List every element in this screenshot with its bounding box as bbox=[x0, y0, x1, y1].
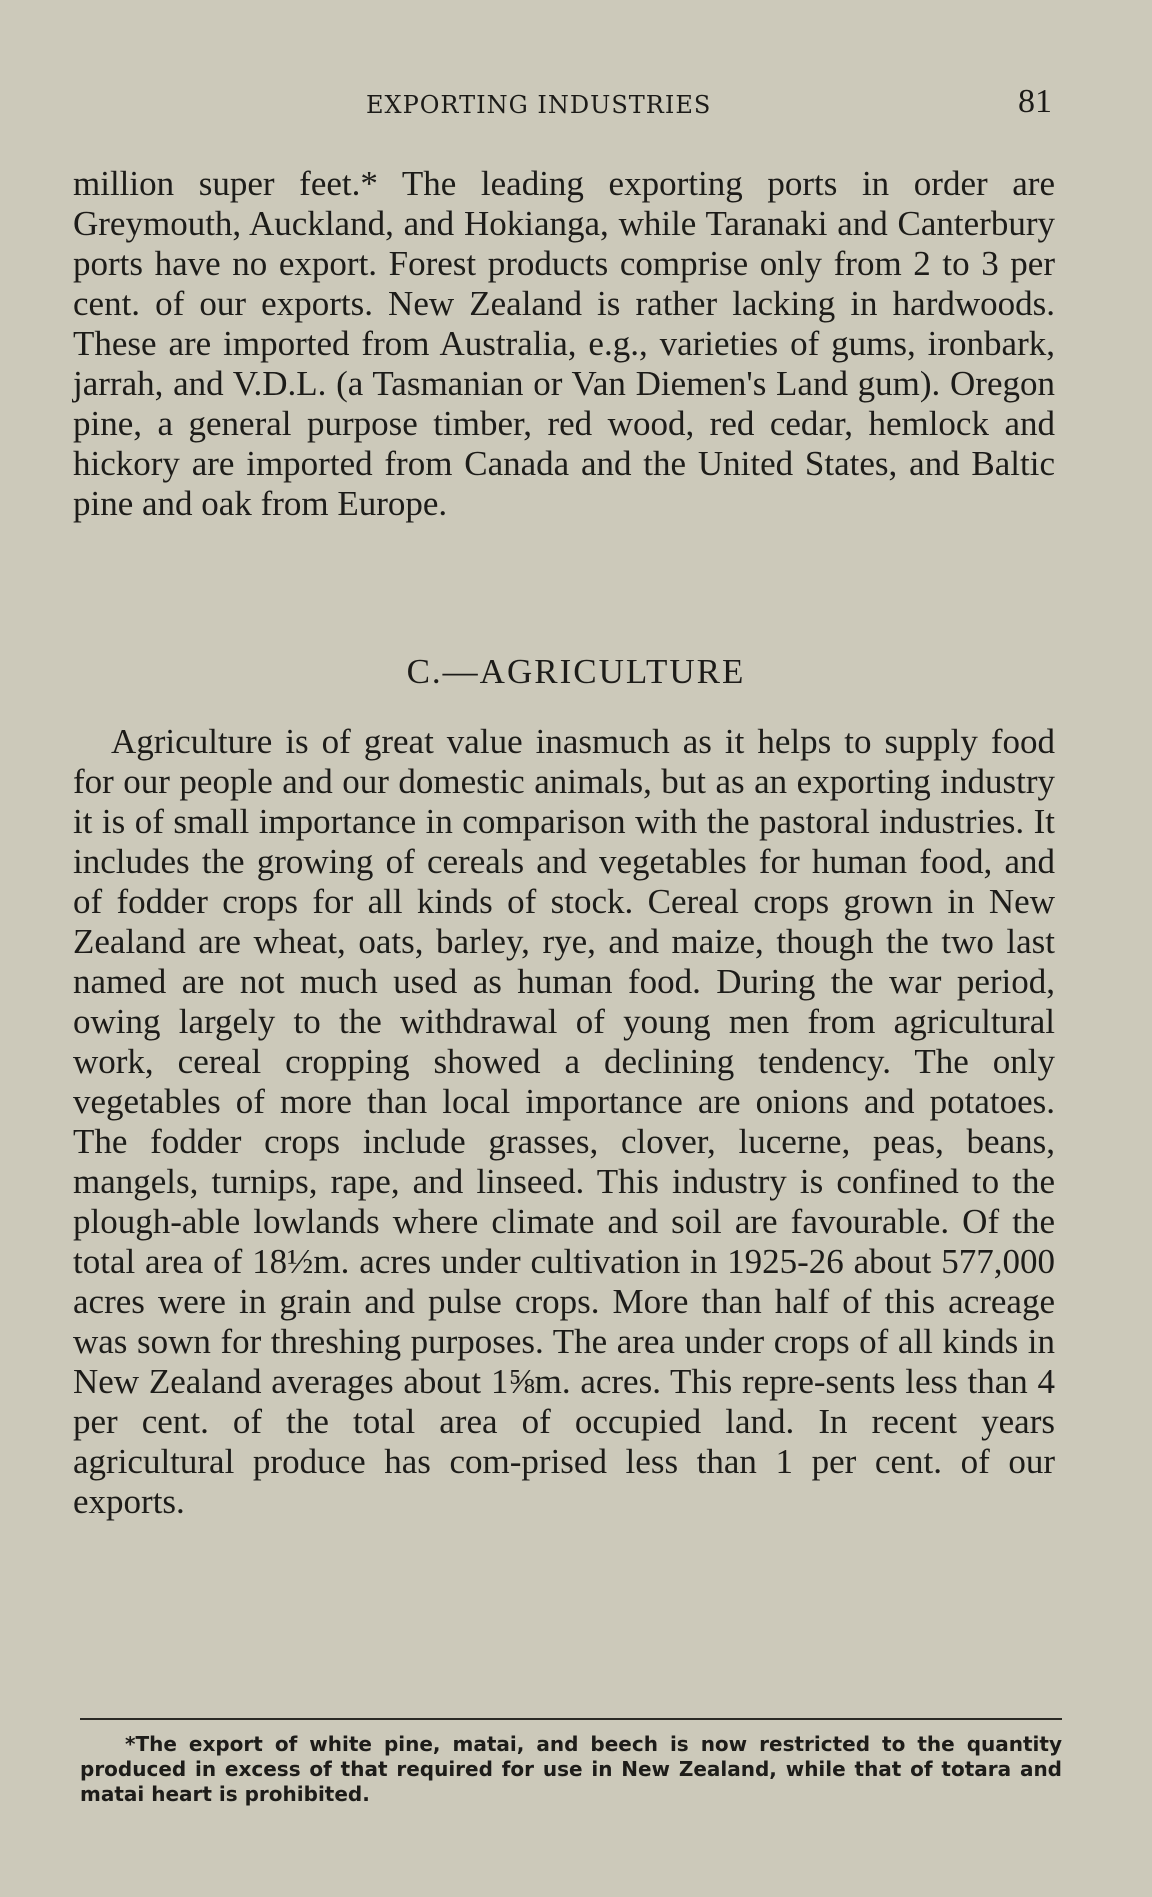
section-heading: C.—AGRICULTURE bbox=[406, 652, 746, 691]
footnote-block bbox=[80, 1732, 1062, 1807]
running-head bbox=[70, 83, 1060, 127]
page-number: 81 bbox=[1018, 83, 1052, 120]
footnote-text: *The export of white pine, matai, and beech is now restricted to the quantity produced in excess of that required for use in New Zealand, while that of totara and matai heart is prohibited. bbox=[80, 1732, 1062, 1806]
footnote-rule bbox=[80, 1718, 1062, 1720]
agriculture-paragraph: Agriculture is of great value inasmuch as it helps to supply food for our people and our domestic animals, but as an exporting industry it is of small importance in comparison with the pastoral industries. It includes the growing of cereals and vegetables for human food, and of fodder crops for all kinds of stock. Cereal crops grown in New Zealand are wheat, oats, barley, rye, and maize, though the two last named are not much used as human food. During the war period, owing largely to the withdrawal of young men from agricultural work, cereal cropping showed a declining tendency. The only vegetables of more than local importance are onions and potatoes. The fodder crops include grasses, clover, lucerne, peas, beans, mangels, turnips, rape, and linseed. This industry is confined to the plough-able lowlands where climate and soil are favourable. Of the total area of 18½m. acres under cultivation in 1925-26 about 577,000 acres were in grain and pulse crops. More than half of this acreage was sown for threshing purposes. The area under crops of all kinds in New Zealand averages about 1⅝m. acres. This repre-sents less than 4 per cent. of the total area of occupied land. In recent years agricultural produce has com-prised less than 1 per cent. of our exports. bbox=[73, 722, 1055, 1521]
running-title: EXPORTING INDUSTRIES bbox=[366, 91, 712, 119]
agriculture-paragraph-block bbox=[73, 722, 1055, 1522]
forestry-paragraph-block bbox=[73, 164, 1055, 524]
forestry-paragraph: million super feet.* The leading exporting ports in order are Greymouth, Auckland, and Hokianga, while Taranaki and Canterbury ports have no export. Forest products comprise only from 2 to 3 per cent. of our exports. New Zealand is rather lacking in hardwoods. These are imported from Australia, e.g., varieties of gums, ironbark, jarrah, and V.D.L. (a Tasmanian or Van Diemen's Land gum). Oregon pine, a general purpose timber, red wood, red cedar, hemlock and hickory are imported from Canada and the United States, and Baltic pine and oak from Europe. bbox=[73, 164, 1055, 523]
